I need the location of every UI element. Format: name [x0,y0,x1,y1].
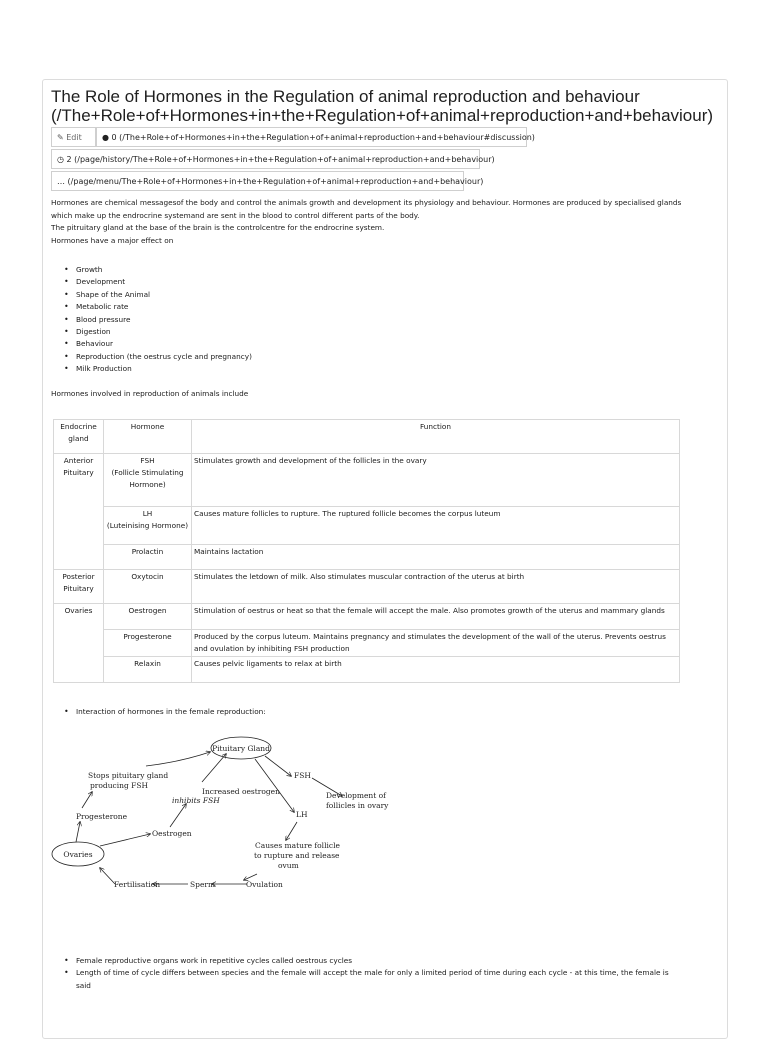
label-causes-3: ovum [278,861,299,870]
gland-cell: Ovaries [54,604,104,683]
list-item: • Milk Production [64,363,252,375]
discussion-button[interactable] [96,127,535,147]
list-item: • Metabolic rate [64,301,252,313]
list-item: • Shape of the Animal [64,289,252,301]
list-item: • Digestion [64,326,252,338]
edit-button-label: Edit [66,133,82,142]
list-item: • Blood pressure [64,314,252,326]
hormone-name: LH (Luteinising Hormone) [106,509,189,530]
arrow-ovaries-progesterone [76,822,80,842]
label-oestrogen: Oestrogen [152,829,192,838]
hormone-cell: Relaxin [104,657,192,683]
table-row [54,454,680,507]
page-header [51,87,714,125]
clock-icon: ◷ [57,155,64,164]
menu-button-label: … (/page/menu/The+Role+of+Hormones+in+the+Regulation+of+animal+reproduction+and+behaviour) [57,177,484,186]
function-cell: Maintains lactation [192,545,680,570]
arrow-lh-causes [286,822,297,840]
table-row [54,604,680,630]
gland-cell: Posterior Pituitary [54,570,104,604]
gland-cell: Anterior Pituitary [54,454,104,570]
arrow-stops-pituitary [146,752,210,766]
table-header-row [54,420,680,454]
effects-list [64,264,252,376]
interaction-list [64,706,266,718]
function-cell: Stimulation of oestrus or heat so that the female will accept the male. Also promotes growth of the uterus and mammary glands [192,604,680,630]
label-ovulation: Ovulation [246,880,283,889]
function-cell: Stimulates growth and development of the follicles in the ovary [192,454,680,507]
history-button[interactable] [51,149,495,169]
header-hormone: Hormone [104,420,192,454]
intro-line-1: Hormones are chemical messagesof the body and control the animals growth and development its physiology and behaviour. Hormones are produced by specialised glands which make up the endrocrine systemand are sent in the blood to control different parts of the body. [51,198,682,220]
menu-button[interactable] [51,171,484,191]
table-row [54,545,680,570]
label-increased-1: Increased oestrogen [202,787,280,796]
table-intro: Hormones involved in reproduction of animals include [51,389,249,398]
arrow-increased-pituitary [202,754,226,782]
pencil-icon: ✎ [57,133,64,142]
function-cell: Causes mature follicles to rupture. The ruptured follicle becomes the corpus luteum [192,507,680,545]
list-item: • Behaviour [64,338,252,350]
arrow-fertilisation-ovaries [100,868,115,884]
discussion-button-label: 0 (/The+Role+of+Hormones+in+the+Regulation+of+animal+reproduction+and+behaviour#discussion) [111,133,535,142]
label-lh: LH [296,810,308,819]
header-gland: Endocrine gland [54,420,104,454]
label-fertilisation: Fertilisation [114,880,161,889]
arrow-pituitary-lh [255,759,294,812]
label-development-1: Development of [326,791,386,800]
label-pituitary: Pituitary Gland [212,744,270,753]
hormone-cell: Prolactin [104,545,192,570]
hormone-cell [104,507,192,545]
arrow-oestrogen-increased [170,804,186,827]
header-function: Function [192,420,680,454]
list-item: • Female reproductive organs work in repetitive cycles called oestrous cycles [64,955,684,967]
label-sperm: Sperm [190,880,216,889]
table-row [54,507,680,545]
hormone-cell: Oxytocin [104,570,192,604]
list-item: • Growth [64,264,252,276]
label-stops-1: Stops pituitary gland [88,771,169,780]
arrow-pituitary-fsh [265,756,291,776]
label-development-2: follicles in ovary [326,801,389,810]
hormone-interaction-diagram [50,722,390,902]
label-fsh: FSH [294,771,311,780]
list-item: • Interaction of hormones in the female reproduction: [64,706,266,718]
hormone-name: FSH (Follicle Stimulating Hormone) [111,456,184,489]
label-progesterone: Progesterone [76,812,128,821]
hormone-cell: Progesterone [104,630,192,657]
list-item: • Reproduction (the oestrus cycle and pregnancy) [64,351,252,363]
label-ovaries: Ovaries [63,850,93,859]
history-button-label: 2 (/page/history/The+Role+of+Hormones+in+the+Regulation+of+animal+reproduction+and+behaviour) [66,155,495,164]
list-item: • Development [64,276,252,288]
function-cell: Causes pelvic ligaments to relax at birth [192,657,680,683]
cycle-list [64,955,684,992]
list-item: • Length of time of cycle differs between species and the female will accept the male for only a limited period of time during each cycle - at this time, the female is said [64,967,684,992]
table-row [54,570,680,604]
label-causes-1: Causes mature follicle [255,841,340,850]
label-causes-2: to rupture and release [254,851,340,860]
label-increased-2: inhibits FSH [172,796,220,805]
hormone-table [53,419,680,683]
intro-paragraph [51,197,691,247]
table-row [54,630,680,657]
hormone-cell [104,454,192,507]
arrow-progesterone-stops [82,792,92,808]
intro-line-2: The pitruitary gland at the base of the brain is the controlcentre for the endrocrine system. [51,223,385,232]
function-cell: Produced by the corpus luteum. Maintains pregnancy and stimulates the development of the wall of the uterus. Prevents oestrus and ovulation by inhibiting FSH production [192,630,680,657]
edit-button[interactable] [51,127,96,147]
arrow-ovaries-oestrogen [100,834,150,846]
hormone-cell: Oestrogen [104,604,192,630]
intro-line-3: Hormones have a major effect on [51,235,174,245]
function-cell: Stimulates the letdown of milk. Also stimulates muscular contraction of the uterus at birth [192,570,680,604]
comment-icon: ● [102,133,109,142]
page-title: The Role of Hormones in the Regulation of animal reproduction and behaviour (/The+Role+of+Hormones+in+the+Regulation+of+animal+reproduction+and+behaviour) [51,87,714,125]
table-row [54,657,680,683]
label-stops-2: producing FSH [90,781,149,790]
